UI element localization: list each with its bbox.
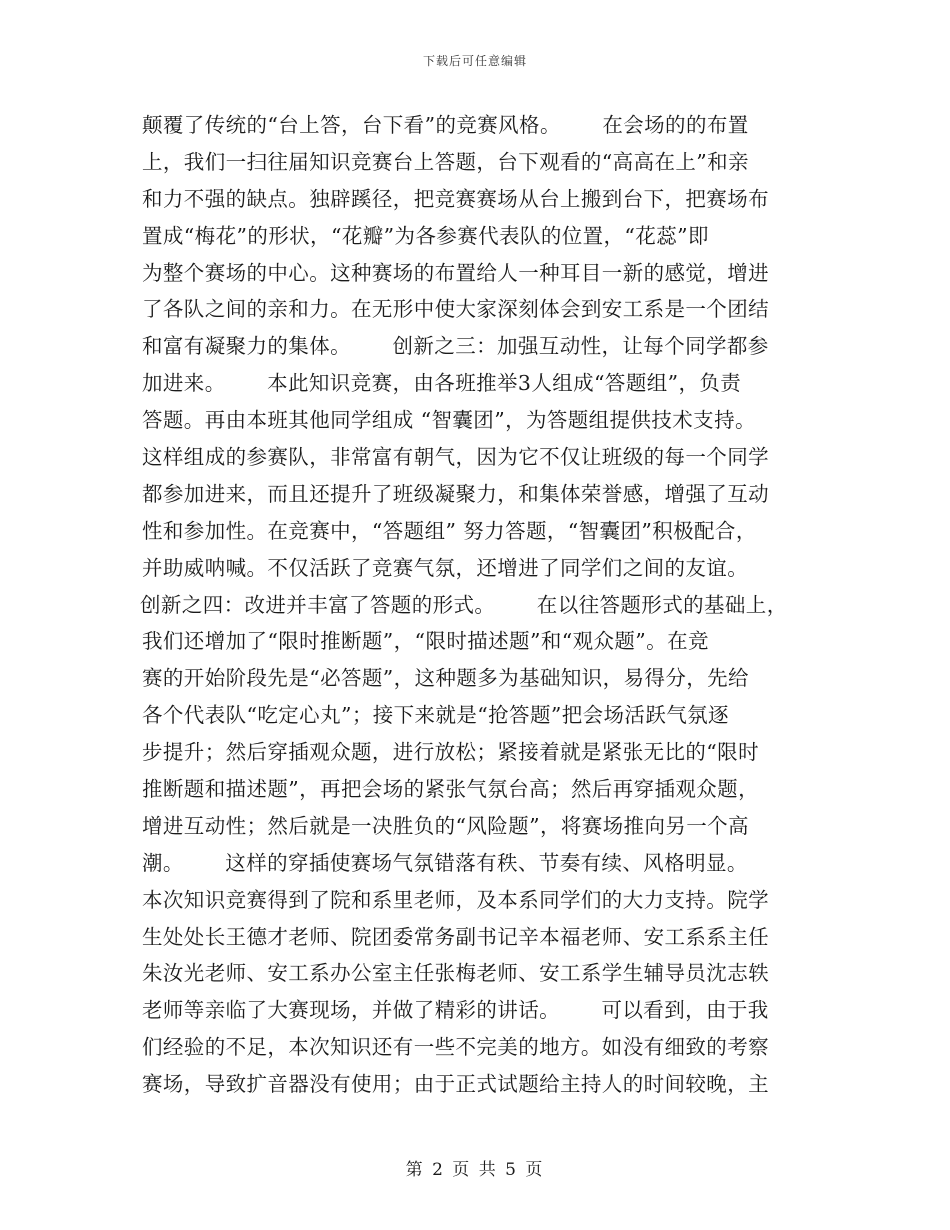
text-line: 置成“梅花”的形状，“花瓣”为各参赛代表队的位置，“花蕊”即 — [142, 223, 709, 248]
text-line: 赛的开始阶段先是“必答题”，这种题多为基础知识，易得分，先给 — [142, 666, 749, 691]
text-line: 增进互动性；然后就是一决胜负的“风险题”，将赛场推向另一个高 — [142, 813, 749, 838]
page-header: 下载后可任意编辑 — [422, 54, 527, 68]
text-line: 各个代表队“吃定心丸”；接下来就是“抢答题”把会场活跃气氛逐 — [142, 703, 729, 728]
text-line: 并助威呐喊。不仅活跃了竞赛气氛，还增进了同学们之间的友谊。 — [142, 555, 749, 580]
page-number-footer: 第 2 页 共 5 页 — [405, 1160, 545, 1180]
text-line: 们经验的不足，本次知识还有一些不完美的地方。如没有细致的考察 — [142, 1035, 769, 1060]
text-line: 潮。 这样的穿插使赛场气氛错落有秩、节奏有续、风格明显。 — [142, 850, 748, 875]
document-body — [142, 107, 812, 1103]
text-line: 了各队之间的亲和力。在无形中使大家深刻体会到安工系是一个团结 — [142, 297, 769, 322]
text-line: 都参加进来，而且还提升了班级凝聚力，和集体荣誉感，增强了互动 — [142, 481, 769, 506]
text-line: 和富有凝聚力的集体。 创新之三：加强互动性，让每个同学都参 — [142, 334, 769, 359]
text-line: 老师等亲临了大赛现场，并做了精彩的讲话。 可以看到，由于我 — [142, 998, 769, 1023]
text-line: 加进来。 本此知识竞赛，由各班推举3人组成“答题组”，负责 — [142, 371, 742, 396]
text-line: 答题。再由本班其他同学组成 “智囊团”，为答题组提供技术支持。 — [142, 408, 756, 433]
text-line: 赛场，导致扩音器没有使用；由于正式试题给主持人的时间较晚，主 — [142, 1072, 769, 1097]
text-line: 本次知识竞赛得到了院和系里老师，及本系同学们的大力支持。院学 — [142, 887, 769, 912]
text-line: 创新之四：改进并丰富了答题的形式。 在以往答题形式的基础上， — [140, 592, 788, 617]
text-line: 推断题和描述题”，再把会场的紧张气氛台高；然后再穿插观众题， — [142, 777, 759, 802]
text-line: 朱汝光老师、安工系办公室主任张梅老师、安工系学生辅导员沈志轶 — [142, 961, 769, 986]
text-line: 我们还增加了“限时推断题”，“限时描述题”和“观众题”。在竞 — [142, 629, 709, 654]
text-line: 上，我们一扫往届知识竞赛台上答题，台下观看的“高高在上”和亲 — [142, 149, 749, 174]
text-line: 步提升；然后穿插观众题，进行放松；紧接着就是紧张无比的“限时 — [142, 740, 759, 765]
text-line: 这样组成的参赛队，非常富有朝气，因为它不仅让班级的每一个同学 — [142, 445, 769, 470]
text-line: 为整个赛场的中心。这种赛场的布置给人一种耳目一新的感觉，增进 — [142, 260, 769, 285]
text-line: 生处处长王德才老师、院团委常务副书记辛本福老师、安工系系主任 — [142, 924, 769, 949]
text-line: 和力不强的缺点。独辟蹊径，把竞赛赛场从台上搬到台下，把赛场布 — [142, 186, 769, 211]
text-line: 性和参加性。在竞赛中，“答题组” 努力答题，“智囊团”积极配合， — [142, 518, 757, 543]
text-line: 颠覆了传统的“台上答，台下看”的竞赛风格。 在会场的的布置 — [142, 113, 749, 137]
